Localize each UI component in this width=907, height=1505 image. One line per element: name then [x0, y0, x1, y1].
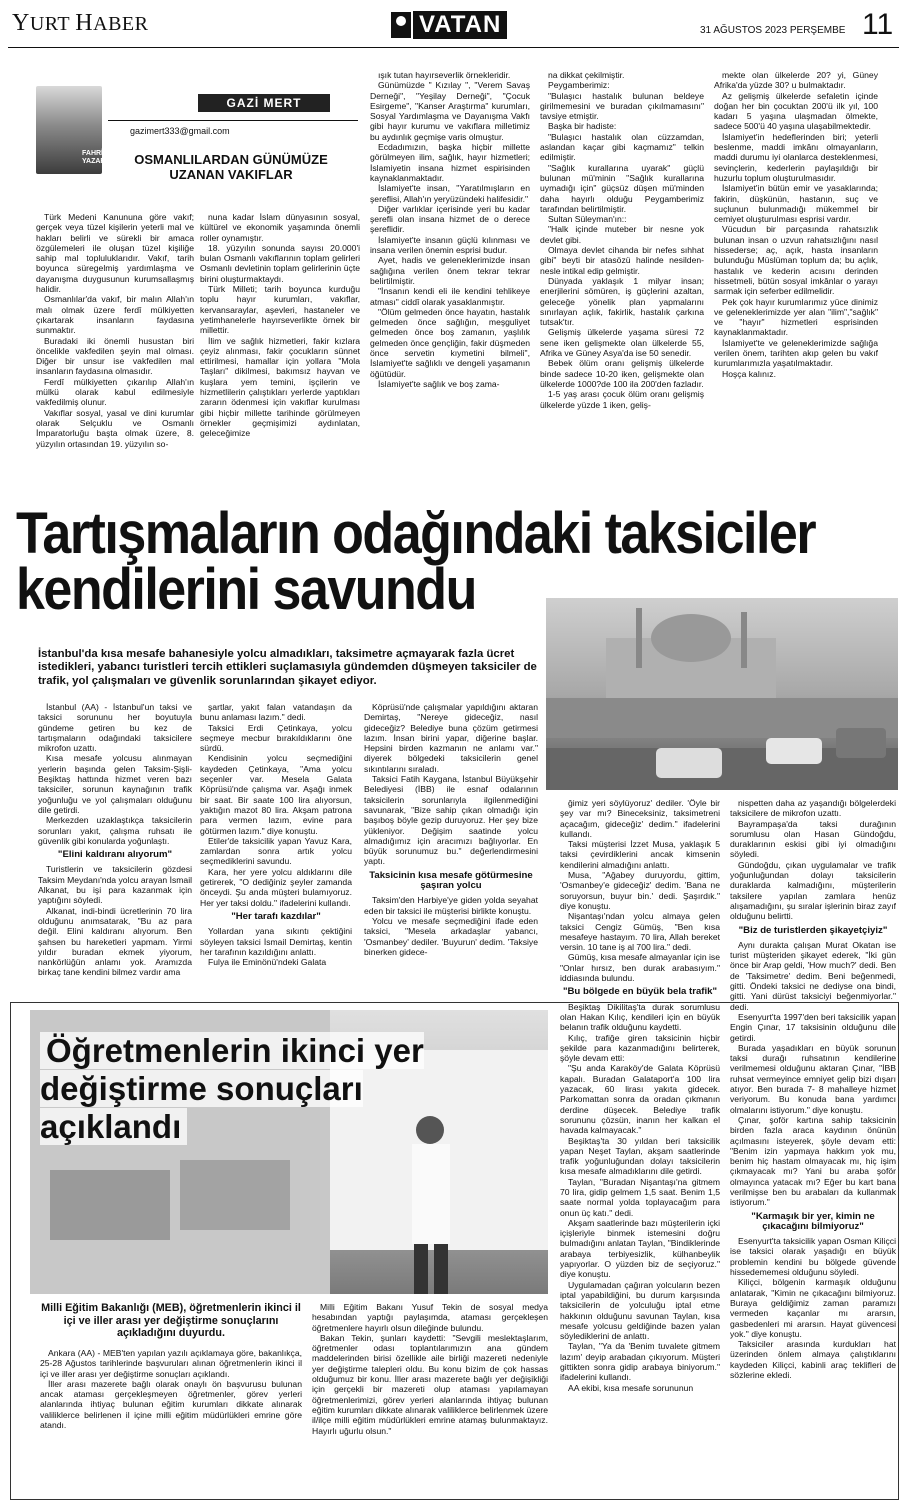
page-number: 11 [862, 8, 894, 41]
paragraph: Kılıç, trafiğe giren taksicinin hiçbir şekilde para kazanmadığını belirterek, şöyle devam etti: [560, 1032, 720, 1064]
paragraph: Ankara (AA) - MEB'ten yapılan yazılı açıklamaya göre, bakanlıkça, 25-28 Ağustos tarihlerinde başvuruları alınan öğretmenlerin ikinci il içi ve iller arası yer değiştirme sonuçları açıklandı. [40, 1348, 302, 1379]
author-photo-label: FAHRİ YAZAR [82, 150, 106, 165]
paragraph: ğimiz yeri söylüyoruz' dediler. 'Öyle bir şey var mı? Bineceksiniz, taksimetreni açacağım, gideceğiz' dedim." ifadelerini kullandı. [560, 798, 720, 839]
column-title: OSMANLILARDAN GÜNÜMÜZE UZANAN VAKIFLAR [134, 152, 328, 182]
paragraph: Kısa mesafe yolcusu alınmayan yerlerin başında gelen Taksim-Şişli-Beşiktaş hattında hizmet veren bazı taksiciler, sorunun kaynağının trafik yoğunluğu ve yol çalışmaları olduğunu dile getirdi. [38, 753, 192, 815]
paragraph: Beşiktaş Dikilitaş'ta durak sorumlusu olan Hakan Kılıç, kendileri için en büyük belanın trafik olduğunu kaydetti. [560, 1001, 720, 1033]
teachers-caption: Milli Eğitim Bakanlığı (MEB), öğretmenlerin ikinci il içi ve iller arası yer değiştirme sonuçlarını açıkladığını duyurdu. [41, 1302, 301, 1339]
paragraph: Bakan Tekin, şunları kaydetti: "Sevgili meslektaşlarım, öğretmenler odası toplantılarımızın ana gündem maddelerinden birisi özellikle aile birliği mazereti nedeniyle yer değiştirme talepleri oldu. Bu konu bizim de çok hassas olduğumuz bir konu. İller arası mazerete bağlı yer değişikliği için gerçekli bir mazereti olup ataması yapılamayan öğretmenlerimizi, görev yerleri alanlarında ihtiyaç bulunan eğitim kurumları dikkate alınarak valiliklerce belirlenmek üzere il/ilçe milli eğitim müdürlükleri emrine atamaş bulunmaktayız. Hayırlı uğurlu olsun." [312, 1332, 548, 1436]
paragraph: "Bulaşıcı hastalık bulunan beldeye girilmemesini ve buradan çıkılmamasını" tavsiye etmiştir. [540, 90, 704, 122]
paragraph: İstanbul (AA) - İstanbul'un taksi ve taksici sorununu her boyutuyla gündeme getiren bu kez de tartışmaların odağındaki taksicilere mikrofon uzattı. [38, 702, 192, 754]
paragraph: nuna kadar İslam dünyasının sosyal, kültürel ve ekonomik yaşamında önemli roller oynamıştır. [200, 212, 360, 243]
taxi-col-2 [200, 702, 352, 998]
paragraph: İller arası mazerete bağlı olarak onaylı ön başvurusu bulunan ancak ataması gerçekleşmeyen öğretmenler, görev yerleri alanlarında ihtiyaç bulunan eğitim kurumları dikkate alınarak valiliklerce belirlenen il içine milli eğitim müdürlükleri emrine göre atandı. [40, 1378, 302, 1431]
paragraph: şartlar, yakıt falan vatandaşın da bunu anlaması lazım." dedi. [200, 702, 352, 723]
vatan-logo [391, 10, 517, 40]
subheading: Taksicinin kısa mesafe götürmesine şaşıran yolcu [369, 869, 533, 892]
paragraph: Milli Eğitim Bakanı Yusuf Tekin de sosyal medya hesabından yaptığı paylaşımda, ataması gerçekleşen öğretmenlere hayırlı olsun dileğinde bulundu. [312, 1302, 548, 1333]
subheading: "Elini kaldıranı alıyorum" [57, 849, 173, 861]
paragraph: Esenyurt'ta 1997'den beri taksicilik yapan Engin Çınar, 17 taksisinin olduğunu dile getirdi. [730, 1011, 896, 1043]
paragraph: Ecdadımızın, başka hiçbir millette görülmeyen ilim, sağlık, hayır hizmetleri; İslamiyetin insana hizmet espirisinden kaynaklanmaktadır. [370, 142, 530, 183]
paragraph: na dikkat çekilmiştir. [548, 70, 625, 80]
issue-date: 31 AĞUSTOS 2023 PERŞEMBE [700, 25, 846, 36]
paragraph: İslamiyet'te insan, "Yaratılmışların en şereflisi, Allah'ın yeryüzündeki halifesidir." [370, 183, 530, 204]
paragraph: Kendisinin yolcu seçmediğini kaydeden Çetinkaya, "Ama yolcu seçenler var. Mesela Galata Köprüsü'nde çalışma var. Aşağı inmek bir saat. Bir saate 100 lira alıyorsun, yaktığın mazot 80 lira. Akşam patrona para vermen lazım, evine para götürmen lazım." diye konuştu. [200, 753, 352, 836]
column-text-2 [200, 212, 360, 488]
paragraph: Bayrampaşa'da taksi durağının sorumlusu olan Hasan Gündoğdu, duraklarının eskisi gibi iyi olmadığını söyledi. [730, 818, 896, 860]
paragraph: Köprüsü'nde çalışmalar yapıldığını aktaran Demirtaş, "Nereye gideceğiz, nasıl gideceğiz? Belediye buna çözüm getirmesi lazım. İnsan birini yapar, diğerine başlar. Hepsini birden kazmanın ne anlamı var." diyerek bölgedeki taksicilerin genel sıkıntılarını sıraladı. [364, 702, 538, 774]
paragraph: 1-5 yaş arası çocuk ölüm oranı gelişmiş ülkelerde yüzde 1 iken, geliş- [540, 389, 704, 410]
teachers-headline: Öğretmenlerin ikinci yer değiştirme sonuçları açıklandı [40, 1032, 424, 1145]
paragraph: Taksi müşterisi İzzet Musa, yaklaşık 5 taksi çevirdiklerini ancak kimsenin kendilerini almadığını anlattı. [560, 839, 720, 870]
paragraph: İlim ve sağlık hizmetleri, fakir kızlara çeyiz alınması, fakir çocukların sünnet ettirilmesi, hamallar için yollara "Mola Taşları" dikilmesi, bakımsız hayvan ve kuşlara yem temini, işçilerin ve hizmetlilerin çalıştıkları yerlerde yaptıkları zararın ödenmesi için vakıflar kurulması gibi hiçbir millette tarihinde görülmeyen örnekler geçmişimizi aydınlatan, geleceğimize [200, 335, 360, 439]
paragraph: Merkezden uzaklaştıkça taksicilerin sorunları yakıt, çalışma ruhsatı ile güvenlik gibi konularda yoğunlaştı. [38, 815, 192, 846]
paragraph: Aynı durakta çalışan Murat Okatan ise turist müşteriden şikayet ederek, "İki gün önce bir Arap geldi, 'How much?' dedi. Ben de 'Taksimetre' dedim. Beni beğenmedi, gitti. Öndeki taksici ne dediyse ona bindi, gitti. Yani dürüst taksiciyi beğenmiyorlar." dedi. [730, 939, 896, 1012]
paragraph: "Ölüm gelmeden önce hayatın, hastalık gelmeden önce sağlığın, meşguliyet gelmeden önce boş zamanın, yaşlılık gelmeden önce gençliğin, fakir düşmeden önce servetin kıymetini bilmeli", İslamiyet'te sağlıklı ve dengeli yaşamanın öğütüdür. [370, 306, 530, 379]
paragraph: "Sağlık kurallarına uyarak" güçlü bulunan mü'minin "Sağlık kurallarına uymadığı için" güçsüz düşen mü'minden daha hayırlı olduğu Peygamberimiz tarafından belirtilmiştir. [540, 162, 704, 214]
column-text-3 [370, 70, 530, 488]
paragraph: Olmaya devlet cihanda bir nefes sıhhat gibi" beyti bir atasözü halinde nesilden-nesle intikal edip gelmiştir. [540, 245, 704, 276]
paragraph: Günümüzde " Kızılay ", "Verem Savaş Derneği", "Yeşilay Derneği", "Çocuk Esirgeme", "Kanser Araştırma" kurumları, Sosyal Yardımlaşma ve Dayanışma Vakfı gibi hayır kurumu ve vakıflara milletimiz bu aydınlık geçmişe varis olmuştur. [370, 80, 530, 142]
paragraph: Yolcu ve mesafe seçmediğini ifade eden taksici, "Mesela arkadaşlar yabancı, 'Osmanbey' dediler. 'Buyurun' dedim. 'Taksiye binerken gidece- [364, 915, 538, 957]
paragraph: Az gelişmiş ülkelerde sefaletin içinde doğan her bin çocuktan 200'ü ilk yıl, 100 kadarı 5 yaşına ulaşmadan ölmekte, sadece 500'ü 40 yaşına ulaşabilmektedir. [714, 90, 878, 132]
paragraph: Nişantaşı'ndan yolcu almaya gelen taksici Cengiz Gümüş, "Ben kısa mesafeye hastayım. 70 lira, Allah bereket versin. 10 tane iş al 700 lira." dedi. [560, 911, 720, 953]
paragraph: Taksici Erdi Çetinkaya, yolcu seçmeye mecbur bırakıldıklarını öne sürdü. [200, 722, 352, 754]
paragraph: Hoşça kalınız. [722, 368, 776, 379]
author-name: GAZİ MERT [198, 94, 330, 112]
taxi-headline: Tartışmaların odağındaki taksiciler kendilerini savundu [16, 501, 816, 623]
taxi-col-3 [364, 702, 538, 998]
paragraph: Gümüş, kısa mesafe almayanlar için ise "Onlar hırsız, ben durak arabasıyım." iddiasında bulundu. [560, 952, 720, 984]
column-text-4 [540, 70, 704, 488]
paragraph: Buradaki iki önemli husustan biri öncelikle vakfedilen şeyin mal olması. Diğer bir unsur ise vakfedilen mal insanların faydasına olmasıdır. [36, 335, 194, 377]
paragraph: Esenyurt'ta taksicilik yapan Osman Kiliçci ise taksici olarak yaşadığı en büyük problemin kendini bu bölgede güvende hissedememesi olduğunu söyledi. [730, 1236, 896, 1278]
subheading: "Bu bölgede en büyük bela trafik" [562, 986, 718, 998]
paragraph: Dünyada yaklaşık 1 milyar insan; enerjilerini sömüren, iş güçlerini azaltan, geleceğe yönelik plan yapmalarını sınırlayan açlık, fakirlik, hastalık çarkına tutsak'tır. [540, 275, 704, 328]
paragraph: Peygamberimiz: [548, 80, 610, 91]
column-text-1 [36, 212, 194, 488]
section-title: YURT HABER [12, 10, 149, 36]
paragraph: Ferdî mülkiyetten çıkarılıp Allah'ın mülkü olarak kabul edilmesiyle vakfedilmiş olunur. [36, 376, 194, 408]
column-text-5 [714, 70, 878, 488]
paragraph: ışık tutan hayırseverlik örnekleridir. [378, 70, 511, 80]
paragraph: nispetten daha az yaşandığı bölgelerdeki taksicilere de mikrofon uzattı. [730, 798, 896, 819]
paragraph: İslamiyet'in bütün emir ve yasaklarında; fakirin, düşkünün, hastanın, suç ve suçlunun bulunmadığı mükemmel bir cemiyet oluşturulması esprisi vardır. [714, 183, 878, 225]
paragraph: Alkanat, indi-bindi ücretlerinin 70 lira olduğunu anımsatarak, "Bu az para değil. Elini kaldıranı alıyorum. Ben şahsen bu hareketleri yapmam. Yirmi yıldır buradan ekmek yiyorum, nankörlüğün anlamı yok. Aramızda birkaç tane kendini bilmez vardır ama [38, 905, 192, 978]
paragraph: Kara, her yere yolcu aldıklarını dile getirerek, "O dediğiniz şeyler zamanda önceydi. Şu anda müşteri bulamıyoruz. Her yer taksi doldu." ifadelerini kullandı. [200, 866, 352, 908]
paragraph: mekte olan ülkelerde 20? yi, Güney Afrika'da yüzde 30? u bulmaktadır. [714, 70, 878, 91]
header-divider [8, 47, 899, 48]
paragraph: Başka bir hadiste: [548, 121, 617, 132]
paragraph: AA ekibi, kısa mesafe sorununun [568, 1382, 694, 1393]
paragraph: Taksiciler arasında kurdukları hat üzerinden önlem almaya çalıştıklarını kaydeden Kiliçci, kabinli araç teklifleri de sözlerine ekledi. [730, 1339, 896, 1381]
taxi-photo [546, 598, 898, 790]
author-divider [108, 120, 358, 121]
paragraph: "Halk içinde muteber bir nesne yok devlet gibi. [540, 224, 704, 245]
paragraph: İslamiyet'te ve geleneklerimizde sağlığa verilen önem, tarihten akıp gelen bu vakıf kurumlarımızla yaşatılmaktadır. [714, 337, 878, 369]
paragraph: İslamiyet'in hedeflerinden biri; yeterli beslenme, maddi imkânı olmayanların, maddi durumu iyi olanlarca desteklenmesi, sevinçlerin, kederlerin paylaşıldığı bir huzurlu toplum oluşturulmasıdır. [714, 131, 878, 183]
paragraph: Osmanlılar'da vakıf, bir malın Allah'ın malı olmak üzere ferdî mülkiyetten çıkartarak insanların faydasına sunmaktır. [36, 294, 194, 336]
logo-mark-icon [391, 12, 411, 38]
paragraph: Türk Medeni Kanununa göre vakıf; gerçek veya tüzel kişilerin yeterli mal ve hakları belirli ve sürekli bir amaca özgülemeleri ile oluşan tüzel kişiliğe sahip mal topluluklarıdır. Vakıf, tarih boyunca süregelmiş yardımlaşma ve dayanışma duygusunun kurumsallaşmış halidir. [36, 212, 194, 295]
paragraph: Yollardan yana sıkıntı çektiğini söyleyen taksici İsmail Demirtaş, kentin her tarafının kazıldığını anlattı. [200, 926, 352, 957]
author-email: gazimert333@gmail.com [130, 126, 230, 136]
teachers-col-2 [312, 1302, 548, 1494]
paragraph: Burada yaşadıkları en büyük sorunun taksi durağı ruhsatının kendilerine verilmemesi olduğunu aktaran Çınar, "İBB ruhsat vermeyince emniyet gelip bizi dışarı atıyor. Ben burada 7- 8 mahalleye hizmet veriyorum. Bu konuda bana yardımcı olmalarını istiyorum." diye konuştu. [730, 1042, 896, 1115]
paragraph: Uygulamadan çağıran yolcuların bezen iptal yapabildiğini, bu durum karşısında taksicilerin de yolculuğu iptal etme hakkının olduğunu savunan Taylan, kısa mesafe yolcusu geldiğinde bazen yalan söylediklerini de anlattı. [560, 1279, 720, 1342]
subheading: "Biz de turistlerden şikayetçiyiz" [738, 924, 888, 936]
paragraph: Gündoğdu, çıkan uygulamalar ve trafik yoğunluğundan dolayı taksicilerin duraklarda kalmadığını, müşterilerin taksilere yapılan zamlara henüz alışamadığını, şu sıralar işlerinin biraz zayıf olduğunu belirtti. [730, 859, 896, 922]
paragraph: Taylan, "Buradan Nişantaşı'na gitmem 70 lira, gidip gelmem 1,5 saat. Benim 1,5 saate normal yolda toplayacağım para onun üç katı." dedi. [560, 1176, 720, 1218]
paragraph: Pek çok hayır kurumlarımız yüce dinimiz ve geleneklerimizde yer alan "ilim","sağlık" ve "hayır" hizmetleri esprisinden kaynaklanmaktadır. [714, 296, 878, 338]
paragraph: Gelişmiş ülkelerde yaşama süresi 72 sene iken gelişmekte olan ülkelerde 55, Afrika ve Güney Asya'da ise 50 senedir. [540, 327, 704, 359]
teachers-col-1 [40, 1348, 302, 1494]
paragraph: Akşam saatlerinde bazı müşterilerin içki içişleriyle binmek istemesini doğru bulmadığını anlatan Taylan, "Bindiklerinde arabaya terbiyesizlik, külhanbeylik yapıyorlar. O yüzden biz de seçiyoruz." diye konuştu. [560, 1217, 720, 1280]
paragraph: Sultan Süleyman'ın:: [548, 214, 627, 225]
paragraph: İslamiyet'te insanın güçlü kılınması ve insana verilen önemin esprisi budur. [370, 234, 530, 256]
paragraph: Diğer varlıklar içerisinde yeri bu kadar şerefli olan insana hizmet de o derece şereflidir. [370, 203, 530, 235]
paragraph: 18. yüzyılın sonunda sayısı 20.000'i bulan Osmanlı vakıflarının toplam gelirleri Osmanlı devletinin toplam gelirlerinin üçte birini oluşturmaktaydı. [200, 242, 360, 284]
paragraph: Ayet, hadis ve geleneklerimizde insan sağlığına verilen önem tekrar tekrar belirtilmiştir. [370, 255, 530, 286]
paragraph: Turistlerin ve taksicilerin gözdesi Taksim Meydanı'nda yolcu arayan İsmail Alkanat, bu işi para kazanmak için yaptığını söyledi. [38, 864, 192, 906]
paragraph: Fulya ile Eminönü'ndeki Galata [208, 957, 327, 968]
paragraph: Çınar, şoför kartına sahip taksicinin birden fazla araca kaydının önünün açılmasını isteyerek, şöyle devam etti: "Benim izin yapmaya hakkım yok mu, benim hiç hastam olmayacak mı, hiç işim çıkmayacak mı? Yani bu araba şoför olmayınca yatacak mı? Eğer bu kart bana verilmişse ben bu arabaları da kullanmak istiyorum." [730, 1114, 896, 1208]
paragraph: Kiliçci, bölgenin karmaşık olduğunu anlatarak, "Kimin ne çıkacağını bilmiyoruz. Buraya geldiğimiz zaman paramızı vermeden kaçanlar mı ararsın, gasbedenleri mi ararsın. Hayat güvencesi yok." diye konuştu. [730, 1277, 896, 1339]
paragraph: Vücudun bir parçasında rahatsızlık bulunan insan o uzvun rahatsızlığını nasıl hissederse; aç, açık, hasta insanların bulunduğu Müslüman toplum da; bu açlık, hastalık ve kederin acısını derinden hissetmeli, bütün sosyal imkânlar o yarayı sarmak için seferber edilmelidir. [714, 224, 878, 297]
paragraph: Beşiktaş'ta 30 yıldan beri taksicilik yapan Neşet Taylan, akşam saatlerinde trafik yoğunluğundan dolayı taksicilerin kısa mesafe almadıklarını dile getirdi. [560, 1135, 720, 1177]
paragraph: İslamiyet'te sağlık ve boş zama- [378, 378, 500, 389]
paragraph: Taksim'den Harbiye'ye giden yolda seyahat eden bir taksici ile müşterisi birlikte konuştu. [364, 895, 538, 916]
subheading: "Karmaşık bir yer, kimin ne çıkacağını bilmiyoruz" [751, 1210, 875, 1232]
paragraph: "İnsanın kendi eli ile kendini tehlikeye atması" ciddî olarak yasaklanmıştır. [370, 286, 530, 307]
taxi-lede: İstanbul'da kısa mesafe bahanesiyle yolcu almadıkları, taksimetre açmayarak fazla ücret istedikleri, yabancı turistleri tercih ettikleri suçlamasıyla gündemden düşmeyen taksiciler de trafik, yol çalışmaları ve güvenlik sorunlarından şikayet ediyor. [38, 648, 537, 687]
paragraph: Musa, "Ağabey duruyordu, gittim, 'Osmanbey'e gideceğiz' dedim. 'Bana ne soruyorsun, buyur bin.' dedi. Şaşırdık." diye konuştu. [560, 870, 720, 911]
paragraph: "Bulaşıcı hastalık olan cüzzamdan, aslandan kaçar gibi kaçmamız" telkin edilmiştir. [540, 131, 704, 163]
taxi-photo-illustration [546, 598, 898, 790]
subheading: "Her tarafı kazdılar" [231, 910, 321, 922]
paragraph: Bebek ölüm oranı gelişmiş ülkelerde binde sadece 10-20 iken, gelişmekte olan ülkelerde 1000?de 100 ila 200'den fazladır. [540, 358, 704, 389]
logo-text: VATAN [413, 11, 507, 39]
paragraph: Etiler'de taksicilik yapan Yavuz Kara, zamlardan sonra artık yolcu seçmediklerini savundu. [200, 835, 352, 867]
paragraph: Taylan, "Ya da 'Benim tuvalete gitmem lazım' deyip arabadan çıkıyorum. Müşteri gittikten sonra gidip arabaya biniyorum." ifadelerini kullandı. [560, 1341, 720, 1383]
paragraph: Taksici Fatih Kaygana, İstanbul Büyükşehir Belediyesi (İBB) ile esnaf odalarının taksicilerin sorunlarıyla ilgilenmediğini savunarak, "Bize sahip çıkan olmadığı için başıboş böyle gezip duruyoruz. Her şey bize yükleniyor. Değişim saatinde yolcu almadığımız için aracımızı bağlıyorlar. En büyük sorunumuz bu." değerlendirmesini yaptı. [364, 774, 538, 867]
taxi-col-1 [38, 702, 192, 998]
paragraph: "Şu anda Karaköy'de Galata Köprüsü kapalı. Buradan Galataport'a 100 lira yazacak, 60 lirası yakıta gidecek. Parkomattan sonra da oradan çıkmanın derdine düşecek. Belediye trafik sorununu çözsün, inanın her kalkan el havada kalmayacak." [560, 1063, 720, 1136]
paragraph: Vakıflar sosyal, yasal ve dini kurumlar olarak Selçuklu ve Osmanlı İmparatorluğu başta olmak üzere, 8. yüzyılın ortasından 19. yüzyılın so- [36, 407, 194, 449]
paragraph: Türk Milleti; tarih boyunca kurduğu toplu hayır kurumları, vakıflar, kervansaraylar, aşevleri, hastaneler ve yetimhanelerle hayırseverlikte örnek bir millettir. [200, 284, 360, 336]
